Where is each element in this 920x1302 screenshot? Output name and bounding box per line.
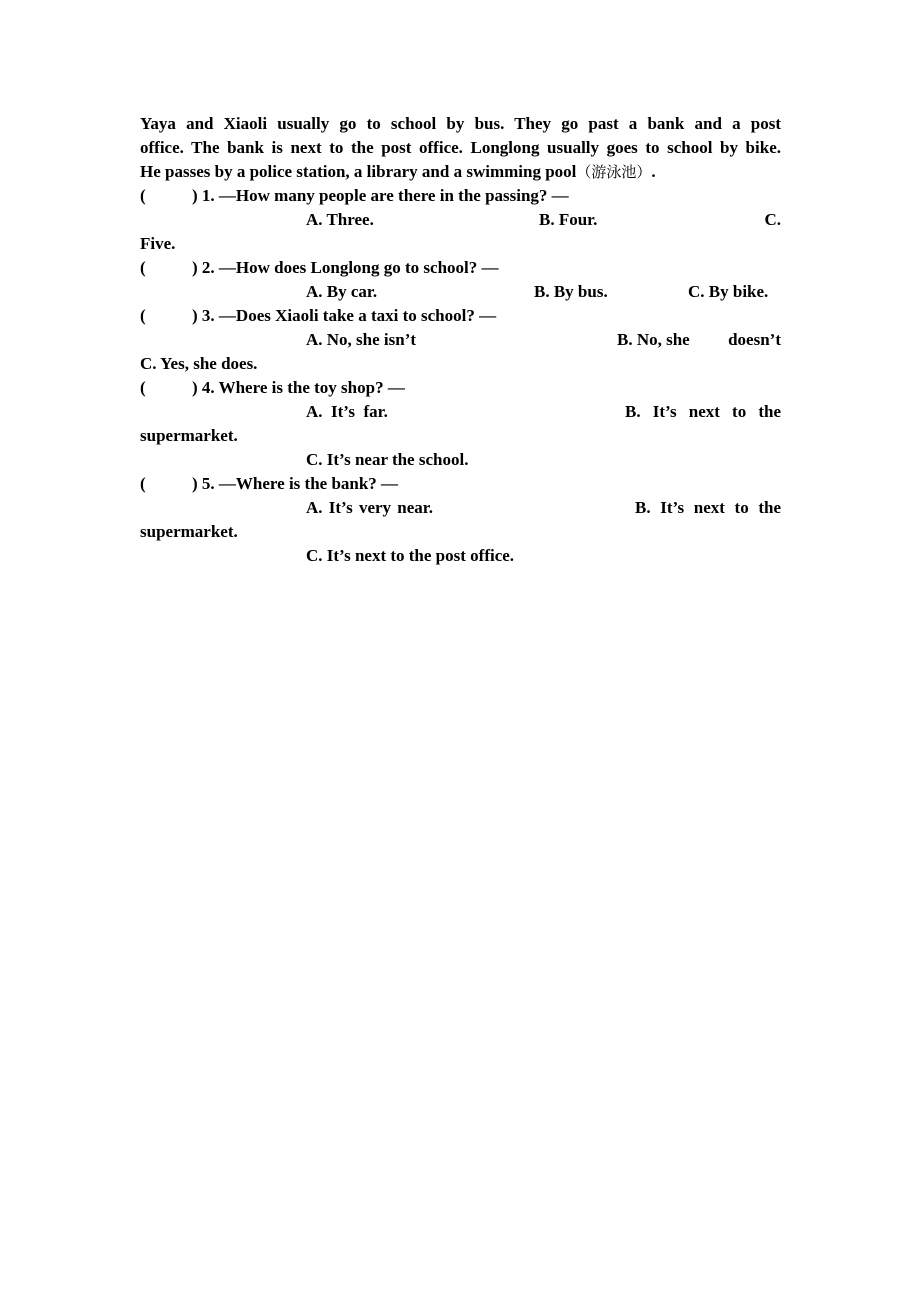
option-b: B. No, she [617, 330, 690, 349]
answer-blank-open[interactable]: ( [140, 186, 146, 205]
passage-line [140, 161, 656, 183]
question-stem: ) 5. —Where is the bank? — [192, 474, 399, 493]
option-c: C. It’s next to the post office. [306, 546, 515, 565]
answer-blank-open[interactable]: ( [140, 378, 146, 397]
option-b: B. Four. [539, 210, 598, 229]
option-b-continued: supermarket. [140, 426, 238, 445]
option-c: C. [764, 210, 781, 229]
option-b: B. It’s next to the [625, 402, 781, 421]
option-b-end: doesn’t [728, 330, 781, 349]
chinese-gloss: （游泳池） [576, 163, 652, 181]
option-c-continued: Five. [140, 234, 176, 253]
passage-period: . [651, 162, 656, 181]
answer-blank-open[interactable]: ( [140, 258, 146, 277]
option-a: A. It’s very near. [306, 498, 434, 517]
option-a: A. By car. [306, 282, 378, 301]
question-stem: ) 1. —How many people are there in the passing? — [192, 186, 569, 205]
question-stem: ) 3. —Does Xiaoli take a taxi to school? — [192, 306, 497, 325]
option-c: C. By bike. [688, 282, 769, 301]
option-b: B. It’s next to the [635, 498, 781, 517]
passage-line: office. The bank is next to the post office. Longlong usually goes to school by bike. [140, 138, 781, 157]
option-c: C. It’s near the school. [306, 450, 469, 469]
option-a: A. It’s far. [306, 402, 388, 421]
answer-blank-open[interactable]: ( [140, 306, 146, 325]
question-stem: ) 2. —How does Longlong go to school? — [192, 258, 499, 277]
option-a: A. No, she isn’t [306, 330, 417, 349]
option-c: C. Yes, she does. [140, 354, 258, 373]
passage-line: Yaya and Xiaoli usually go to school by bus. They go past a bank and a post [140, 114, 781, 133]
passage-text: He passes by a police station, a library and a swimming pool [140, 162, 577, 181]
question-stem: ) 4. Where is the toy shop? — [192, 378, 405, 397]
option-b: B. By bus. [534, 282, 608, 301]
answer-blank-open[interactable]: ( [140, 474, 146, 493]
option-a: A. Three. [306, 210, 374, 229]
option-b-continued: supermarket. [140, 522, 238, 541]
